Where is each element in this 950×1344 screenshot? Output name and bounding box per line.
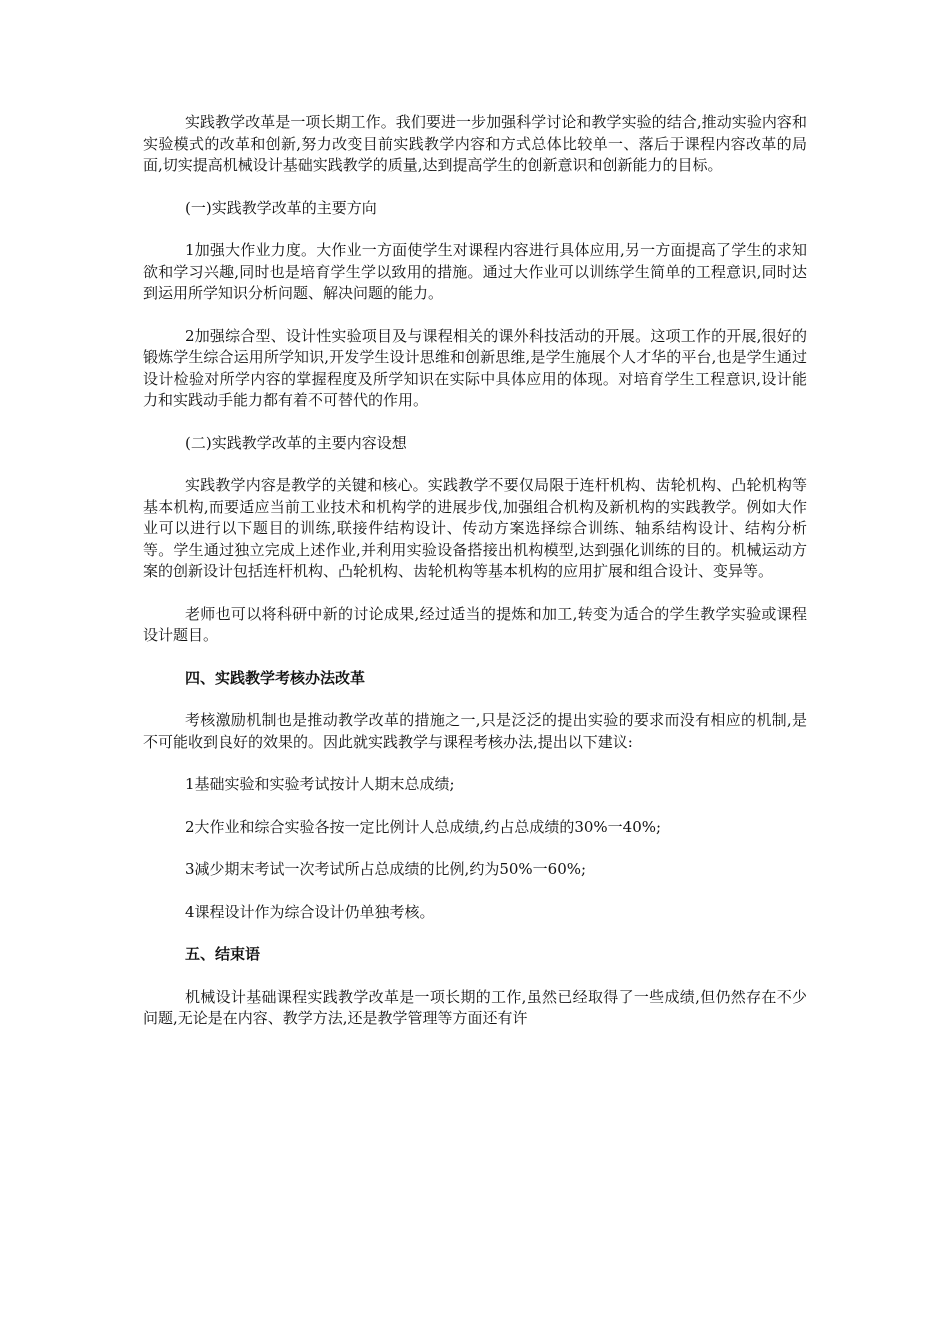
paragraph-teaching-content: 实践教学内容是教学的关键和核心。实践教学不要仅局限于连杆机构、齿轮机构、凸轮机构等基本机构,而要适应当前工业技术和机构学的进展步伐,加强组合机构及新机构的实践教学。例如大作业可以进行以下题目的训练,联接件结构设计、传动方案选择综合训练、轴系结构设计、结构分析等。学生通过独立完成上述作业,并利用实验设备搭接出机构模型,达到强化训练的目的。机械运动方案的创新设计包括连杆机构、凸轮机构、齿轮机构等基本机构的应用扩展和组合设计、变异等。	[143, 476, 807, 580]
paragraph-assessment-mechanism: 考核激励机制也是推动教学改革的措施之一,只是泛泛的提出实验的要求而没有相应的机制,是不可能收到良好的效果的。因此就实践教学与课程考核办法,提出以下建议:	[143, 711, 807, 751]
list-item-3: 3减少期末考试一次考试所占总成绩的比例,约为50%一60%;	[185, 860, 587, 878]
list-item-4: 4课程设计作为综合设计仍单独考核。	[185, 902, 435, 921]
document-page	[143, 112, 807, 1051]
section-heading-assessment: 四、实践教学考核办法改革	[185, 668, 366, 687]
section-heading-conclusion: 五、结束语	[185, 945, 261, 963]
paragraph-large-assignment: 1加强大作业力度。大作业一方面使学生对课程内容进行具体应用,另一方面提高了学生的求知欲和学习兴趣,同时也是培育学生学以致用的措施。通过大作业可以训练学生简单的工程意识,同时达到运用所学知识分析问题、解决问题的能力。	[143, 241, 807, 302]
subheading-main-content: (二)实践教学改革的主要内容设想	[185, 433, 407, 452]
list-item-2: 2大作业和综合实验各按一定比例计人总成绩,约占总成绩的30%一40%;	[185, 817, 662, 836]
paragraph-conclusion: 机械设计基础课程实践教学改革是一项长期的工作,虽然已经取得了一些成绩,但仍然存在不少问题,无论是在内容、教学方法,还是教学管理等方面还有许	[143, 987, 807, 1027]
subheading-main-direction: (一)实践教学改革的主要方向	[185, 198, 377, 217]
paragraph-comprehensive-experiments: 2加强综合型、设计性实验项目及与课程相关的课外科技活动的开展。这项工作的开展,很好的锻炼学生综合运用所学知识,开发学生设计思维和创新思维,是学生施展个人才华的平台,也是学生通过设计检验对所学内容的掌握程度及所学知识在实际中具体应用的体现。对培育学生工程意识,设计能力和实践动手能力都有着不可替代的作用。	[143, 326, 807, 409]
paragraph-research-results: 老师也可以将科研中新的讨论成果,经过适当的提炼和加工,转变为适合的学生教学实验或课程设计题目。	[143, 604, 807, 644]
list-item-1: 1基础实验和实验考试按计人期末总成绩;	[185, 775, 455, 793]
paragraph-reform-intro: 实践教学改革是一项长期工作。我们要进一步加强科学讨论和教学实验的结合,推动实验内容和实验模式的改革和创新,努力改变目前实践教学内容和方式总体比较单一、落后于课程内容改革的局面,切实提高机械设计基础实践教学的质量,达到提高学生的创新意识和创新能力的目标。	[143, 113, 807, 174]
